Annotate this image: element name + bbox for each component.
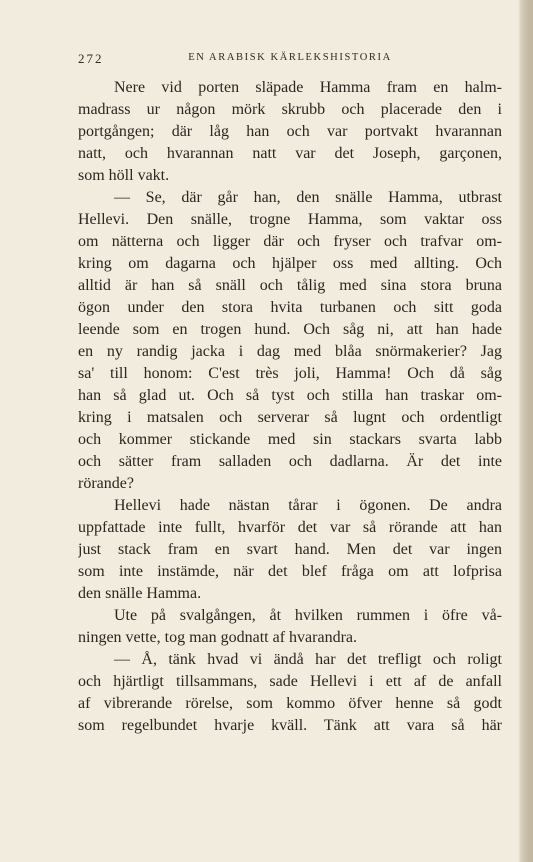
text-line: uppfattade inte fullt, hvarför det var så rörande att han: [78, 519, 502, 536]
text-line: Nere vid porten släpade Hamma fram en halm-: [114, 79, 502, 96]
text-line: Hellevi. Den snälle, trogne Hamma, som vaktar oss: [78, 211, 502, 228]
text-line: en ny randig jacka i dag med blåa snörmakerier? Jag: [78, 343, 502, 360]
text-line: af vibrerande rörelse, som kommo öfver henne så godt: [78, 695, 502, 712]
text-line: han så glad ut. Och så tyst och stilla han traskar om-: [78, 387, 502, 404]
text-line: Ute på svalgången, åt hvilken rummen i öfre vå-: [114, 607, 502, 624]
text-line: — Se, där går han, den snälle Hamma, utbrast: [114, 189, 502, 206]
text-line: och kommer stickande med sin stackars svarta labb: [78, 431, 502, 448]
body-text: [78, 77, 502, 737]
text-line: — Å, tänk hvad vi ändå har det trefligt och roligt: [114, 651, 502, 668]
text-line: rörande?: [78, 475, 134, 492]
text-line: och sätter fram salladen och dadlarna. Är det inte: [78, 453, 502, 470]
text-line: som höll vakt.: [78, 167, 170, 184]
text-line: ningen vette, tog man godnatt af hvarandra.: [78, 629, 358, 646]
text-line: natt, och hvarannan natt var det Joseph, garçonen,: [78, 145, 502, 162]
text-line: sa' till honom: C'est très joli, Hamma! Och då såg: [78, 365, 502, 382]
text-line: kring i matsalen och serverar så lugnt och ordentligt: [78, 409, 502, 426]
text-line: och hjärtligt tillsammans, sade Hellevi i ett af de anfall: [78, 673, 502, 690]
page-header: [78, 51, 502, 69]
text-line: som regelbundet hvarje kväll. Tänk att vara så här: [78, 717, 502, 734]
page-edge: [521, 0, 533, 862]
text-line: Hellevi hade nästan tårar i ögonen. De andra: [114, 497, 502, 514]
running-head: EN ARABISK KÄRLEKSHISTORIA: [188, 52, 392, 63]
text-line: den snälle Hamma.: [78, 585, 202, 602]
page-number: 272: [78, 51, 104, 66]
text-line: ögon under den stora hvita turbanen och sitt goda: [78, 299, 502, 316]
text-line: just stack fram en svart hand. Men det var ingen: [78, 541, 502, 558]
text-line: om nätterna och ligger där och fryser och trafvar om-: [78, 233, 502, 250]
text-line: alltid är han så snäll och tålig med sina stora bruna: [78, 277, 502, 294]
text-line: kring om dagarna och hjälper oss med allting. Och: [78, 255, 502, 272]
text-line: madrass ur någon mörk skrubb och placerade den i: [78, 101, 502, 118]
text-line: leende som en trogen hund. Och såg ni, att han hade: [78, 321, 502, 338]
text-line: som inte instämde, när det blef fråga om att lofprisa: [78, 563, 502, 580]
text-line: portgången; där låg han och var portvakt hvarannan: [78, 123, 502, 140]
